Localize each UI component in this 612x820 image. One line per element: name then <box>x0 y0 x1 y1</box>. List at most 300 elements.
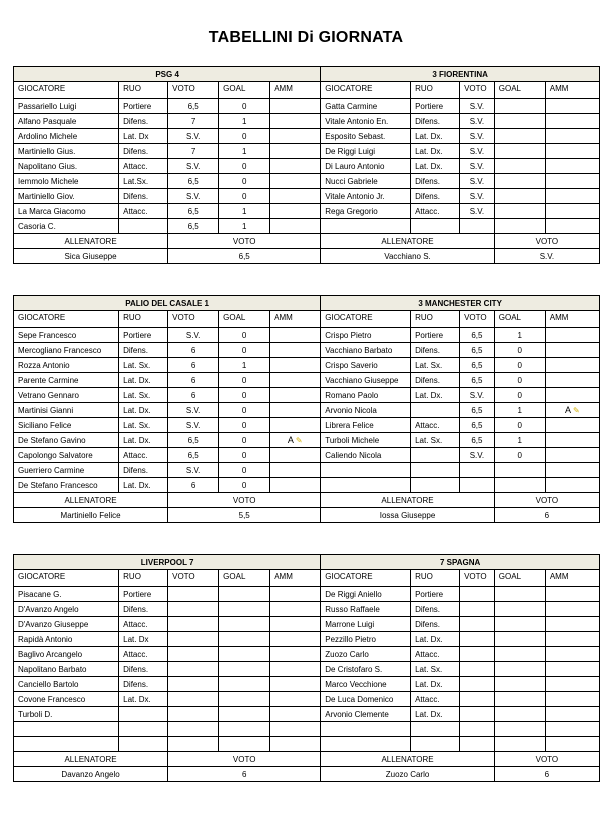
player-vote <box>168 722 219 737</box>
player-booking <box>270 602 321 617</box>
player-role <box>119 219 168 234</box>
player-booking <box>545 328 599 343</box>
player-row <box>14 478 600 493</box>
player-name: Baglivo Arcangelo <box>14 647 119 662</box>
player-booking <box>545 587 599 602</box>
player-role: Lat.Sx. <box>119 174 168 189</box>
player-vote: 6,5 <box>168 99 219 114</box>
coach-vote-label: VOTO <box>168 493 321 508</box>
player-goals <box>219 647 270 662</box>
player-booking <box>270 144 321 159</box>
player-booking <box>545 647 599 662</box>
player-goals: 0 <box>494 343 545 358</box>
player-row <box>14 373 600 388</box>
player-booking <box>545 189 599 204</box>
player-booking <box>545 737 599 752</box>
player-goals <box>494 692 545 707</box>
player-vote: 6 <box>168 343 219 358</box>
player-booking <box>270 343 321 358</box>
column-header: VOTO <box>460 311 495 328</box>
column-header: GIOCATORE <box>14 570 119 587</box>
player-role: Portiere <box>411 99 460 114</box>
player-booking <box>545 403 599 418</box>
coach-label: ALLENATORE <box>321 234 495 249</box>
player-goals <box>219 722 270 737</box>
match-table <box>13 295 600 523</box>
player-name: De Riggi Luigi <box>321 144 411 159</box>
player-goals <box>494 707 545 722</box>
player-booking <box>270 478 321 493</box>
player-vote <box>168 647 219 662</box>
player-name: Librera Felice <box>321 418 411 433</box>
player-goals <box>494 587 545 602</box>
player-role: Lat. Sx. <box>411 433 460 448</box>
player-role: Difens. <box>119 463 168 478</box>
player-role: Attacc. <box>119 204 168 219</box>
column-header: RUO <box>411 570 460 587</box>
home-team-name: LIVERPOOL 7 <box>14 555 321 570</box>
player-goals: 1 <box>494 433 545 448</box>
player-vote: S.V. <box>460 174 495 189</box>
player-goals <box>494 463 545 478</box>
player-role: Difens. <box>119 114 168 129</box>
player-vote: 7 <box>168 114 219 129</box>
coach-header-row <box>14 493 600 508</box>
player-booking <box>270 463 321 478</box>
player-vote: S.V. <box>168 189 219 204</box>
player-vote: 6,5 <box>460 328 495 343</box>
player-goals: 1 <box>219 358 270 373</box>
player-goals <box>219 662 270 677</box>
player-goals <box>219 602 270 617</box>
player-booking <box>545 159 599 174</box>
player-role: Lat. Sx. <box>411 358 460 373</box>
player-goals: 0 <box>494 388 545 403</box>
player-goals <box>219 632 270 647</box>
player-booking <box>545 174 599 189</box>
player-name: Esposito Sebast. <box>321 129 411 144</box>
player-name: Martinisi Gianni <box>14 403 119 418</box>
player-booking <box>270 448 321 463</box>
coach-value-row <box>14 249 600 264</box>
player-role <box>119 737 168 752</box>
column-header: RUO <box>119 82 168 99</box>
player-booking <box>270 204 321 219</box>
player-goals: 1 <box>219 204 270 219</box>
player-name: Marco Vecchione <box>321 677 411 692</box>
player-goals <box>219 707 270 722</box>
team-header-row <box>14 555 600 570</box>
coach-header-row <box>14 752 600 767</box>
home-coach-name: Martiniello Felice <box>14 508 168 523</box>
player-goals: 0 <box>219 478 270 493</box>
player-booking <box>545 433 599 448</box>
away-team-name: 3 FIORENTINA <box>321 67 600 82</box>
player-row <box>14 114 600 129</box>
player-goals <box>219 617 270 632</box>
player-role: Lat. Dx. <box>411 129 460 144</box>
team-header-row <box>14 67 600 82</box>
player-row <box>14 722 600 737</box>
player-booking <box>270 647 321 662</box>
column-header: RUO <box>411 311 460 328</box>
player-name <box>321 478 411 493</box>
player-role: Lat. Dx. <box>119 433 168 448</box>
player-vote: S.V. <box>168 159 219 174</box>
player-goals <box>494 114 545 129</box>
player-role: Lat. Dx. <box>411 388 460 403</box>
player-goals: 0 <box>219 433 270 448</box>
player-role: Lat. Sx. <box>119 418 168 433</box>
player-booking <box>270 219 321 234</box>
player-vote: S.V. <box>460 448 495 463</box>
column-header-row <box>14 570 600 587</box>
player-role: Difens. <box>119 343 168 358</box>
player-name: Di Lauro Antonio <box>321 159 411 174</box>
player-row <box>14 418 600 433</box>
player-vote: S.V. <box>460 144 495 159</box>
player-name: Casoria C. <box>14 219 119 234</box>
player-booking <box>270 587 321 602</box>
player-goals <box>494 219 545 234</box>
player-name: Alfano Pasquale <box>14 114 119 129</box>
home-team-name: PSG 4 <box>14 67 321 82</box>
player-goals: 1 <box>219 144 270 159</box>
player-booking <box>270 174 321 189</box>
player-vote <box>460 463 495 478</box>
coach-vote-label: VOTO <box>494 493 599 508</box>
player-name: Crispo Saverio <box>321 358 411 373</box>
match-table <box>13 554 600 782</box>
player-booking <box>545 204 599 219</box>
player-goals <box>219 677 270 692</box>
player-booking <box>545 144 599 159</box>
player-name: Caliendo Nicola <box>321 448 411 463</box>
player-role: Attacc. <box>411 692 460 707</box>
player-vote: 6,5 <box>460 358 495 373</box>
player-role: Difens. <box>411 602 460 617</box>
player-booking <box>545 617 599 632</box>
player-goals: 0 <box>219 403 270 418</box>
column-header: VOTO <box>168 82 219 99</box>
player-name: Vacchiano Barbato <box>321 343 411 358</box>
player-vote: 6,5 <box>168 174 219 189</box>
player-goals <box>494 204 545 219</box>
player-name: De Stefano Francesco <box>14 478 119 493</box>
player-goals: 0 <box>219 463 270 478</box>
column-header: RUO <box>411 82 460 99</box>
player-booking <box>545 343 599 358</box>
player-row <box>14 617 600 632</box>
match-table <box>13 66 600 264</box>
player-role: Lat. Sx. <box>119 358 168 373</box>
player-name: Rapidà Antonio <box>14 632 119 647</box>
player-vote: 6,5 <box>168 204 219 219</box>
player-goals <box>494 722 545 737</box>
player-name: Turboli Michele <box>321 433 411 448</box>
player-booking <box>270 388 321 403</box>
player-name: Gatta Carmine <box>321 99 411 114</box>
page-title: TABELLINI Di GIORNATA <box>208 29 404 46</box>
coach-vote-label: VOTO <box>494 234 599 249</box>
player-role: Lat. Dx. <box>411 144 460 159</box>
player-vote: S.V. <box>168 328 219 343</box>
player-row <box>14 358 600 373</box>
player-role: Attacc. <box>411 418 460 433</box>
player-name <box>321 722 411 737</box>
player-role <box>411 478 460 493</box>
column-header: RUO <box>119 570 168 587</box>
player-vote: 6,5 <box>168 433 219 448</box>
player-goals: 1 <box>494 403 545 418</box>
coach-vote-label: VOTO <box>168 752 321 767</box>
player-vote: 6,5 <box>460 418 495 433</box>
column-header: AMM <box>545 570 599 587</box>
column-header-row <box>14 82 600 99</box>
player-booking <box>270 159 321 174</box>
player-name: Arvonio Clemente <box>321 707 411 722</box>
coach-label: ALLENATORE <box>14 493 168 508</box>
player-role: Lat. Dx. <box>411 677 460 692</box>
player-name: Vetrano Gennaro <box>14 388 119 403</box>
player-row <box>14 388 600 403</box>
player-booking <box>545 662 599 677</box>
player-name: D'Avanzo Giuseppe <box>14 617 119 632</box>
player-vote <box>460 632 495 647</box>
player-row <box>14 647 600 662</box>
column-header: VOTO <box>168 570 219 587</box>
player-goals: 0 <box>219 129 270 144</box>
player-name: Rega Gregorio <box>321 204 411 219</box>
player-booking <box>270 737 321 752</box>
player-role: Difens. <box>119 602 168 617</box>
column-header: AMM <box>270 311 321 328</box>
player-booking <box>270 692 321 707</box>
player-role: Lat. Dx <box>119 632 168 647</box>
player-booking <box>270 722 321 737</box>
player-vote: 6,5 <box>460 373 495 388</box>
player-row <box>14 737 600 752</box>
player-name: Nucci Gabriele <box>321 174 411 189</box>
player-name: Marrone Luigi <box>321 617 411 632</box>
player-booking <box>270 99 321 114</box>
player-row <box>14 433 600 448</box>
player-goals: 0 <box>219 418 270 433</box>
player-goals <box>219 692 270 707</box>
player-name: Canciello Bartolo <box>14 677 119 692</box>
player-name: Pisacane G. <box>14 587 119 602</box>
player-name: La Marca Giacomo <box>14 204 119 219</box>
player-booking <box>545 478 599 493</box>
home-coach-vote: 5,5 <box>168 508 321 523</box>
player-vote <box>168 737 219 752</box>
player-booking <box>270 373 321 388</box>
player-booking <box>545 114 599 129</box>
player-vote: 6,5 <box>460 433 495 448</box>
player-name: Mercogliano Francesco <box>14 343 119 358</box>
player-name: Siciliano Felice <box>14 418 119 433</box>
player-role: Lat. Dx. <box>119 373 168 388</box>
away-coach-vote: 6 <box>494 767 599 782</box>
player-vote: 6,5 <box>460 403 495 418</box>
player-booking <box>270 328 321 343</box>
player-role: Attacc. <box>119 159 168 174</box>
player-row <box>14 174 600 189</box>
player-booking <box>545 358 599 373</box>
player-name: Russo Raffaele <box>321 602 411 617</box>
column-header: AMM <box>270 82 321 99</box>
column-header: GIOCATORE <box>14 82 119 99</box>
player-vote <box>460 602 495 617</box>
player-vote <box>168 587 219 602</box>
player-role: Attacc. <box>119 448 168 463</box>
player-role <box>411 448 460 463</box>
away-coach-vote: S.V. <box>494 249 599 264</box>
player-name: Crispo Pietro <box>321 328 411 343</box>
player-goals: 0 <box>219 159 270 174</box>
player-name <box>321 463 411 478</box>
player-row <box>14 129 600 144</box>
player-row <box>14 403 600 418</box>
player-row <box>14 448 600 463</box>
away-coach-name: Vacchiano S. <box>321 249 495 264</box>
player-name <box>14 722 119 737</box>
player-goals <box>494 99 545 114</box>
player-goals <box>494 159 545 174</box>
player-row <box>14 662 600 677</box>
column-header: VOTO <box>168 311 219 328</box>
player-vote: 7 <box>168 144 219 159</box>
player-vote: S.V. <box>460 159 495 174</box>
coach-value-row <box>14 767 600 782</box>
player-vote: S.V. <box>460 129 495 144</box>
player-role: Attacc. <box>119 617 168 632</box>
player-role <box>119 707 168 722</box>
player-vote <box>460 647 495 662</box>
coach-value-row <box>14 508 600 523</box>
player-vote: 6 <box>168 478 219 493</box>
player-role: Portiere <box>119 328 168 343</box>
player-goals: 0 <box>219 189 270 204</box>
player-name: Vacchiano Giuseppe <box>321 373 411 388</box>
player-vote: 6,5 <box>460 343 495 358</box>
coach-label: ALLENATORE <box>321 493 495 508</box>
player-vote: S.V. <box>168 463 219 478</box>
column-header: GIOCATORE <box>321 82 411 99</box>
player-row <box>14 692 600 707</box>
player-goals: 0 <box>219 99 270 114</box>
match-grid <box>13 295 600 523</box>
player-name: Vitale Antonio En. <box>321 114 411 129</box>
coach-label: ALLENATORE <box>14 234 168 249</box>
player-role: Difens. <box>411 189 460 204</box>
player-booking <box>545 632 599 647</box>
player-booking <box>545 388 599 403</box>
column-header: GOAL <box>494 82 545 99</box>
player-row <box>14 677 600 692</box>
column-header: GOAL <box>219 570 270 587</box>
column-header-row <box>14 311 600 328</box>
player-booking <box>545 99 599 114</box>
column-header: GOAL <box>494 570 545 587</box>
away-team-name: 7 SPAGNA <box>321 555 600 570</box>
player-goals: 1 <box>219 114 270 129</box>
column-header: AMM <box>545 311 599 328</box>
player-role: Portiere <box>411 328 460 343</box>
player-role: Difens. <box>411 373 460 388</box>
player-vote <box>168 707 219 722</box>
column-header: RUO <box>119 311 168 328</box>
player-role: Lat. Dx. <box>119 692 168 707</box>
home-coach-name: Sica Giuseppe <box>14 249 168 264</box>
player-goals: 0 <box>494 358 545 373</box>
column-header: GIOCATORE <box>14 311 119 328</box>
home-coach-vote: 6,5 <box>168 249 321 264</box>
player-name: Romano Paolo <box>321 388 411 403</box>
player-vote <box>460 677 495 692</box>
player-vote: 6,5 <box>168 219 219 234</box>
player-role: Attacc. <box>411 647 460 662</box>
coach-label: ALLENATORE <box>321 752 495 767</box>
player-booking <box>270 129 321 144</box>
player-role <box>411 463 460 478</box>
player-name: Covone Francesco <box>14 692 119 707</box>
player-name: De Stefano Gavino <box>14 433 119 448</box>
home-coach-name: Davanzo Angelo <box>14 767 168 782</box>
player-goals <box>219 737 270 752</box>
pencil-icon: ✎ <box>573 405 580 415</box>
player-name: Parente Carmine <box>14 373 119 388</box>
player-vote <box>168 662 219 677</box>
player-name: D'Avanzo Angelo <box>14 602 119 617</box>
player-name: Turboli D. <box>14 707 119 722</box>
player-name: Guerriero Carmine <box>14 463 119 478</box>
player-name: De Cristofaro S. <box>321 662 411 677</box>
player-goals <box>494 129 545 144</box>
player-goals <box>494 602 545 617</box>
player-vote: S.V. <box>460 189 495 204</box>
player-role: Difens. <box>119 662 168 677</box>
yellow-card-icon <box>288 434 303 447</box>
player-vote <box>168 692 219 707</box>
coach-vote-label: VOTO <box>168 234 321 249</box>
player-booking <box>270 189 321 204</box>
player-booking <box>270 114 321 129</box>
player-role: Difens. <box>119 677 168 692</box>
player-booking <box>545 722 599 737</box>
player-vote: S.V. <box>460 388 495 403</box>
player-role: Lat. Dx. <box>411 632 460 647</box>
player-row <box>14 587 600 602</box>
player-role: Lat. Sx. <box>119 388 168 403</box>
player-goals: 0 <box>219 373 270 388</box>
player-role: Lat. Dx. <box>411 159 460 174</box>
player-goals: 0 <box>494 418 545 433</box>
player-name: Ardolino Michele <box>14 129 119 144</box>
player-role: Difens. <box>119 144 168 159</box>
player-booking <box>545 373 599 388</box>
player-role <box>119 722 168 737</box>
player-name <box>321 737 411 752</box>
player-booking <box>545 463 599 478</box>
player-name: Iemmolo Michele <box>14 174 119 189</box>
player-role: Portiere <box>119 99 168 114</box>
player-booking <box>545 677 599 692</box>
column-header: GOAL <box>219 311 270 328</box>
match-grid <box>13 66 600 264</box>
player-row <box>14 204 600 219</box>
player-vote <box>460 722 495 737</box>
